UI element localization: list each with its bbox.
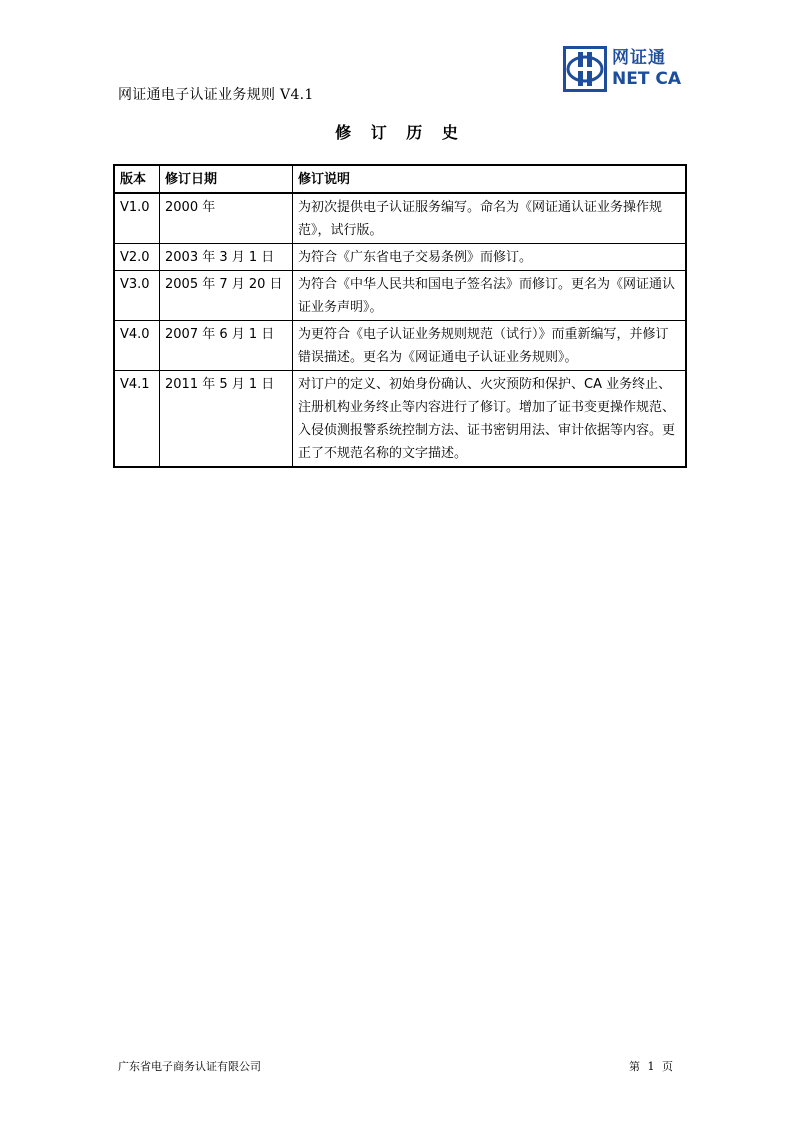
cell-description: 对订户的定义、初始身份确认、火灾预防和保护、CA 业务终止、注册机构业务终止等内容进行了修订。增加了证书变更操作规范、入侵侦测报警系统控制方法、证书密钥用法、审计依据等内容。更正了不规范名称的文字描述。 <box>293 371 687 468</box>
cell-date: 2007 年 6 月 1 日 <box>160 321 293 371</box>
table-row <box>114 193 686 244</box>
cell-date: 2003 年 3 月 1 日 <box>160 244 293 271</box>
cell-version: V4.0 <box>114 321 160 371</box>
cell-date: 2000 年 <box>160 193 293 244</box>
cell-description: 为初次提供电子认证服务编写。命名为《网证通认证业务操作规范》，试行版。 <box>293 193 687 244</box>
cell-description: 为更符合《电子认证业务规则规范（试行）》而重新编写，并修订错误描述。更名为《网证通电子认证业务规则》。 <box>293 321 687 371</box>
cell-description: 为符合《广东省电子交易条例》而修订。 <box>293 244 687 271</box>
cell-date: 2011 年 5 月 1 日 <box>160 371 293 468</box>
logo-name-en: NET CA <box>612 69 681 89</box>
cell-description: 为符合《中华人民共和国电子签名法》而修订。更名为《网证通认证业务声明》。 <box>293 271 687 321</box>
cell-version: V2.0 <box>114 244 160 271</box>
cell-version: V4.1 <box>114 371 160 468</box>
footer-company-name: 广东省电子商务认证有限公司 <box>118 1060 261 1073</box>
cell-version: V3.0 <box>114 271 160 321</box>
netca-logo-wordmark <box>612 50 681 88</box>
table-row <box>114 321 686 371</box>
netca-logo <box>563 46 681 92</box>
table-row <box>114 271 686 321</box>
page-title: 修 订 历 史 <box>335 123 465 142</box>
column-header-description: 修订说明 <box>293 165 687 193</box>
footer-page-number: 第 1 页 <box>629 1060 673 1073</box>
cell-version: V1.0 <box>114 193 160 244</box>
logo-name-cn: 网证通 <box>612 48 666 68</box>
document-header-title: 网证通电子认证业务规则 V4.1 <box>118 87 314 103</box>
column-header-date: 修订日期 <box>160 165 293 193</box>
table-header-row <box>114 165 686 193</box>
revision-history-table <box>113 164 687 468</box>
table-row <box>114 244 686 271</box>
column-header-version: 版本 <box>114 165 160 193</box>
table-row <box>114 371 686 468</box>
cell-date: 2005 年 7 月 20 日 <box>160 271 293 321</box>
netca-logo-icon <box>563 46 607 92</box>
